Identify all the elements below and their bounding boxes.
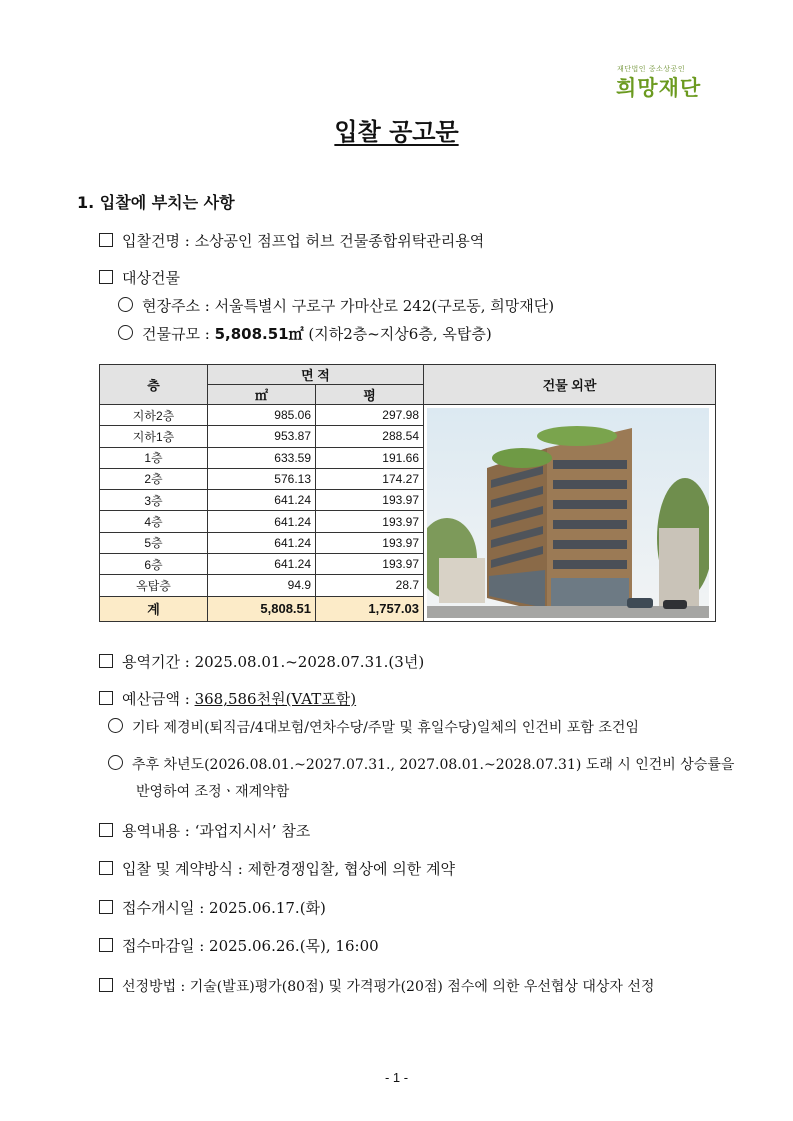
budget-note-1 — [108, 717, 639, 737]
page-number: - 1 - — [384, 1070, 409, 1085]
cell-floor: 6층 — [100, 553, 208, 574]
cell-m2: 94.9 — [208, 575, 316, 596]
building-label: 대상건물 — [122, 269, 180, 287]
checkbox-square-icon — [99, 823, 113, 837]
checkbox-square-icon — [99, 978, 113, 992]
cell-m2: 576.13 — [208, 468, 316, 489]
page-title-text: 입찰 공고문 — [334, 118, 459, 146]
close-date-label: 접수마감일 — [122, 937, 195, 955]
open-date-value: 2025.06.17.(화) — [209, 899, 326, 917]
cell-pyeong: 288.54 — [316, 426, 424, 447]
cell-pyeong: 193.97 — [316, 490, 424, 511]
selection-label: 선정방법 — [122, 979, 177, 995]
period-line: 용역기간 : 2025.08.01.~2028.07.31.(3년) — [99, 651, 424, 672]
cell-pyeong: 191.66 — [316, 447, 424, 468]
cell-pyeong: 193.97 — [316, 511, 424, 532]
period-label: 용역기간 — [122, 653, 180, 671]
building-line — [99, 267, 180, 288]
budget-note-2-cont: 반영하여 조정ㆍ재계약함 — [136, 784, 290, 800]
cell-pyeong: 174.27 — [316, 468, 424, 489]
checkbox-square-icon — [99, 270, 113, 284]
cell-floor: 지하2층 — [100, 405, 208, 426]
scale-value: 5,808.51㎡ — [214, 325, 304, 343]
circle-bullet-icon — [108, 718, 123, 733]
budget-value: 368,586천원(VAT포함) — [194, 690, 357, 708]
content-line: 용역내용 : ‘과업지시서’ 참조 — [99, 820, 310, 841]
cell-floor: 2층 — [100, 468, 208, 489]
address-label: 현장주소 — [142, 297, 200, 315]
selection-line: 선정방법 : 기술(발표)평가(80점) 및 가격평가(20점) 점수에 의한 우선협상 대상자 선정 — [99, 976, 654, 996]
content-label: 용역내용 — [122, 822, 180, 840]
method-label: 입찰 및 계약방식 — [122, 860, 233, 878]
cell-total-pyeong: 1,757.03 — [316, 596, 424, 621]
cell-pyeong: 297.98 — [316, 405, 424, 426]
page-title — [0, 112, 793, 147]
circle-bullet-icon — [118, 325, 133, 340]
cell-total-m2: 5,808.51 — [208, 596, 316, 621]
table-row — [100, 405, 716, 426]
circle-bullet-icon — [108, 755, 123, 770]
scale-label: 건물규모 — [142, 325, 200, 343]
cell-floor: 1층 — [100, 447, 208, 468]
header-exterior: 건물 외관 — [424, 365, 716, 405]
bid-name-line: 입찰건명 : 소상공인 점프업 허브 건물종합위탁관리용역 — [99, 230, 484, 251]
budget-line: 예산금액 : 368,586천원(VAT포함) — [99, 688, 356, 709]
address-line: 현장주소 : 서울특별시 구로구 가마산로 242(구로동, 희망재단) — [118, 295, 554, 316]
close-date-line: 접수마감일 : 2025.06.26.(목), 16:00 — [99, 935, 379, 956]
open-date-line: 접수개시일 : 2025.06.17.(화) — [99, 897, 326, 918]
close-date-value: 2025.06.26.(목), 16:00 — [209, 937, 379, 955]
header-floor: 층 — [100, 365, 208, 405]
cell-floor: 옥탑층 — [100, 575, 208, 596]
cell-m2: 641.24 — [208, 511, 316, 532]
cell-m2: 641.24 — [208, 490, 316, 511]
method-line: 입찰 및 계약방식 : 제한경쟁입찰, 협상에 의한 계약 — [99, 858, 455, 879]
checkbox-square-icon — [99, 861, 113, 875]
selection-value: 기술(발표)평가(80점) 및 가격평가(20점) 점수에 의한 우선협상 대상자 선정 — [189, 979, 655, 995]
logo: 희망재단 — [616, 76, 702, 100]
cell-pyeong: 193.97 — [316, 553, 424, 574]
section-heading: 1. 입찰에 부치는 사항 — [77, 193, 235, 212]
cell-pyeong: 193.97 — [316, 532, 424, 553]
cell-pyeong: 28.7 — [316, 575, 424, 596]
budget-note-2 — [108, 754, 734, 774]
building-photo-cell — [424, 405, 716, 622]
period-value: 2025.08.01.~2028.07.31.(3년) — [194, 653, 425, 671]
cell-m2: 985.06 — [208, 405, 316, 426]
budget-label: 예산금액 — [122, 690, 180, 708]
cell-m2: 953.87 — [208, 426, 316, 447]
logo-subtitle: 재단법인 중소상공인 — [617, 65, 686, 73]
cell-floor: 4층 — [100, 511, 208, 532]
scale-line: 건물규모 : 5,808.51㎡ (지하2층~지상6층, 옥탑층) — [118, 323, 492, 344]
header-m2: ㎡ — [208, 385, 316, 405]
cell-m2: 641.24 — [208, 532, 316, 553]
method-value: 제한경쟁입찰, 협상에 의한 계약 — [247, 860, 456, 878]
cell-floor: 3층 — [100, 490, 208, 511]
scale-note: (지하2층~지상6층, 옥탑층) — [308, 325, 492, 343]
floor-area-table — [99, 364, 716, 622]
header-area: 면 적 — [208, 365, 424, 385]
open-date-label: 접수개시일 — [122, 899, 195, 917]
cell-total-label: 계 — [100, 596, 208, 621]
cell-floor: 지하1층 — [100, 426, 208, 447]
cell-m2: 641.24 — [208, 553, 316, 574]
checkbox-square-icon — [99, 900, 113, 914]
address-value: 서울특별시 구로구 가마산로 242(구로동, 희망재단) — [214, 297, 555, 315]
building-photo — [427, 408, 709, 618]
budget-note-2-text: 추후 차년도(2026.08.01.~2027.07.31., 2027.08.01.~2028.07.31) 도래 시 인건비 상승률을 — [132, 757, 735, 773]
cell-m2: 633.59 — [208, 447, 316, 468]
checkbox-square-icon — [99, 938, 113, 952]
cell-floor: 5층 — [100, 532, 208, 553]
checkbox-square-icon — [99, 691, 113, 705]
bid-name-label: 입찰건명 — [122, 232, 180, 250]
checkbox-square-icon — [99, 654, 113, 668]
checkbox-square-icon — [99, 233, 113, 247]
circle-bullet-icon — [118, 297, 133, 312]
content-value: ‘과업지시서’ 참조 — [194, 822, 311, 840]
bid-name-value: 소상공인 점프업 허브 건물종합위탁관리용역 — [194, 232, 485, 250]
budget-note-1-text: 기타 제경비(퇴직금/4대보험/연차수당/주말 및 휴일수당)일체의 인건비 포함 조건임 — [132, 720, 639, 736]
header-pyeong: 평 — [316, 385, 424, 405]
